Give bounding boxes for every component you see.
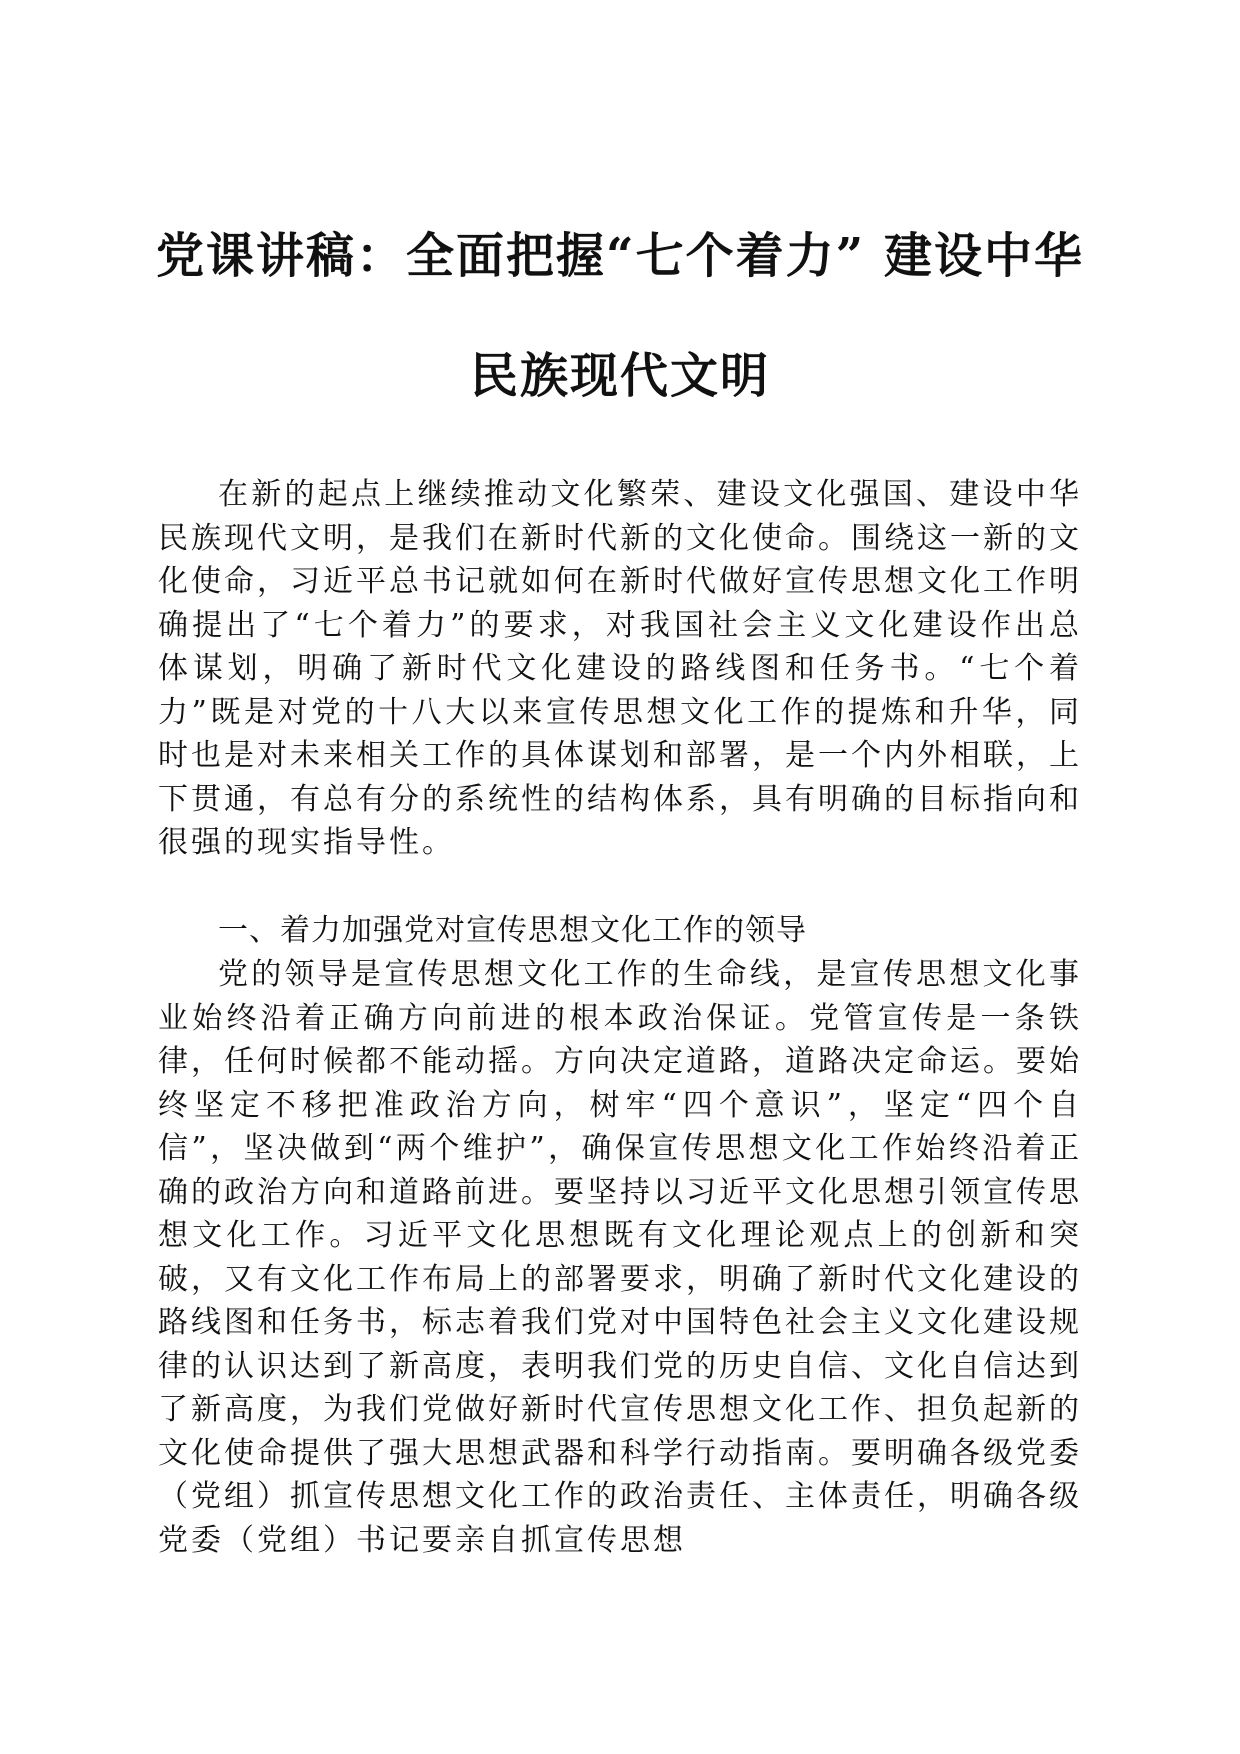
document-title-line-2: 民族现代文明 [469,348,770,404]
paragraph-intro: 在新的起点上继续推动文化繁荣、建设文化强国、建设中华民族现代文明，是我们在新时代新的文化使命。围绕这一新的文化使命，习近平总书记就如何在新时代做好宣传思想文化工作明确提出了“七个着力”的要求，对我国社会主义文化建设作出总体谋划，明确了新时代文化建设的路线图和任务书。“七个着力”既是对党的十八大以来宣传思想文化工作的提炼和升华，同时也是对未来相关工作的具体谋划和部署，是一个内外相联，上下贯通，有总有分的系统性的结构体系，具有明确的目标指向和很强的现实指导性。 [158,477,1082,860]
document-title-line-1: 党课讲稿：全面把握“七个着力” 建设中华 [156,228,1084,284]
section-heading-1: 一、着力加强党对宣传思想文化工作的领导 [218,913,807,948]
paragraph-section-1: 党的领导是宣传思想文化工作的生命线，是宣传思想文化事业始终沿着正确方向前进的根本政治保证。党管宣传是一条铁律，任何时候都不能动摇。方向决定道路，道路决定命运。要始终坚定不移把准政治方向，树牢“四个意识”，坚定“四个自信”，坚决做到“两个维护”，确保宣传思想文化工作始终沿着正确的政治方向和道路前进。要坚持以习近平文化思想引领宣传思想文化工作。习近平文化思想既有文化理论观点上的创新和突破，又有文化工作布局上的部署要求，明确了新时代文化建设的路线图和任务书，标志着我们党对中国特色社会主义文化建设规律的认识达到了新高度，表明我们党的历史自信、文化自信达到了新高度，为我们党做好新时代宣传思想文化工作、担负起新的文化使命提供了强大思想武器和科学行动指南。要明确各级党委（党组）抓宣传思想文化工作的政治责任、主体责任，明确各级党委（党组）书记要亲自抓宣传思想 [158,957,1082,1558]
